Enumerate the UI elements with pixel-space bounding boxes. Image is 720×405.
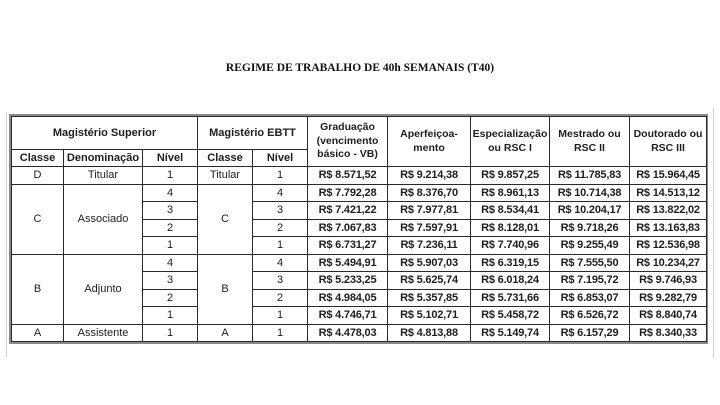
cell-graduacao: R$ 4.746,71	[308, 307, 388, 325]
cell-classe: D	[12, 167, 64, 185]
cell-classe-ebtt: Titular	[198, 167, 253, 185]
cell-nivel-ebtt: 1	[253, 324, 308, 342]
cell-aperfeicoamento: R$ 9.214,38	[388, 167, 471, 185]
cell-nivel: 3	[143, 272, 198, 290]
cell-especializacao: R$ 8.128,01	[471, 219, 550, 237]
header-aperfeicoamento: Aperfeiçoa-mento	[388, 117, 471, 167]
cell-doutorado: R$ 10.234,27	[630, 254, 707, 272]
cell-especializacao: R$ 5.149,74	[471, 324, 550, 342]
cell-mestrado: R$ 11.785,83	[550, 167, 630, 185]
cell-mestrado: R$ 9.718,26	[550, 219, 630, 237]
cell-doutorado: R$ 14.513,12	[630, 184, 707, 202]
cell-nivel-ebtt: 2	[253, 289, 308, 307]
cell-nivel: 1	[143, 167, 198, 185]
cell-denominacao: Associado	[64, 184, 143, 254]
header-magisterio-ebtt: Magistério EBTT	[198, 117, 308, 150]
cell-mestrado: R$ 6.526,72	[550, 307, 630, 325]
cell-nivel-ebtt: 1	[253, 167, 308, 185]
cell-graduacao: R$ 5.233,25	[308, 272, 388, 290]
cell-aperfeicoamento: R$ 7.597,91	[388, 219, 471, 237]
cell-doutorado: R$ 8.840,74	[630, 307, 707, 325]
cell-graduacao: R$ 7.067,83	[308, 219, 388, 237]
cell-graduacao: R$ 4.984,05	[308, 289, 388, 307]
document-title: REGIME DE TRABALHO DE 40h SEMANAIS (T40)	[225, 62, 495, 74]
cell-doutorado: R$ 15.964,45	[630, 167, 707, 185]
cell-especializacao: R$ 9.857,25	[471, 167, 550, 185]
cell-nivel: 4	[143, 184, 198, 202]
table-row	[12, 167, 707, 185]
salary-table	[11, 116, 707, 342]
frame-border-left	[6, 112, 7, 357]
cell-mestrado: R$ 7.195,72	[550, 272, 630, 290]
cell-mestrado: R$ 7.555,50	[550, 254, 630, 272]
table-row	[12, 184, 707, 202]
header-doutorado: Doutorado ou RSC III	[630, 117, 707, 167]
cell-denominacao: Assistente	[64, 324, 143, 342]
cell-doutorado: R$ 9.282,79	[630, 289, 707, 307]
cell-nivel-ebtt: 1	[253, 237, 308, 255]
header-row-groups	[12, 117, 707, 150]
header-mestrado: Mestrado ou RSC II	[550, 117, 630, 167]
header-magisterio-superior: Magistério Superior	[12, 117, 198, 150]
header-especializacao: Especialização ou RSC I	[471, 117, 550, 167]
header-classe-ebtt: Classe	[198, 150, 253, 167]
cell-nivel-ebtt: 3	[253, 272, 308, 290]
frame-border-right	[713, 108, 714, 358]
cell-graduacao: R$ 8.571,52	[308, 167, 388, 185]
cell-nivel-ebtt: 3	[253, 202, 308, 220]
cell-aperfeicoamento: R$ 5.357,85	[388, 289, 471, 307]
cell-nivel-ebtt: 1	[253, 307, 308, 325]
header-graduacao: Graduação (vencimento básico - VB)	[308, 117, 388, 167]
cell-mestrado: R$ 6.853,07	[550, 289, 630, 307]
header-nivel: Nível	[143, 150, 198, 167]
salary-table-container	[9, 114, 708, 344]
header-classe: Classe	[12, 150, 64, 167]
cell-graduacao: R$ 6.731,27	[308, 237, 388, 255]
cell-doutorado: R$ 9.746,93	[630, 272, 707, 290]
cell-nivel-ebtt: 4	[253, 184, 308, 202]
cell-especializacao: R$ 6.018,24	[471, 272, 550, 290]
cell-nivel: 2	[143, 219, 198, 237]
cell-graduacao: R$ 5.494,91	[308, 254, 388, 272]
cell-mestrado: R$ 9.255,49	[550, 237, 630, 255]
cell-classe: B	[12, 254, 64, 324]
cell-classe: A	[12, 324, 64, 342]
cell-especializacao: R$ 5.731,66	[471, 289, 550, 307]
cell-classe-ebtt: C	[198, 184, 253, 254]
cell-doutorado: R$ 13.163,83	[630, 219, 707, 237]
cell-aperfeicoamento: R$ 4.813,88	[388, 324, 471, 342]
cell-doutorado: R$ 12.536,98	[630, 237, 707, 255]
cell-nivel-ebtt: 4	[253, 254, 308, 272]
cell-aperfeicoamento: R$ 5.907,03	[388, 254, 471, 272]
table-row	[12, 324, 707, 342]
cell-especializacao: R$ 8.534,41	[471, 202, 550, 220]
cell-classe: C	[12, 184, 64, 254]
cell-aperfeicoamento: R$ 5.625,74	[388, 272, 471, 290]
cell-aperfeicoamento: R$ 7.236,11	[388, 237, 471, 255]
cell-especializacao: R$ 8.961,13	[471, 184, 550, 202]
cell-mestrado: R$ 10.714,38	[550, 184, 630, 202]
cell-especializacao: R$ 5.458,72	[471, 307, 550, 325]
cell-aperfeicoamento: R$ 8.376,70	[388, 184, 471, 202]
cell-nivel: 1	[143, 307, 198, 325]
cell-especializacao: R$ 6.319,15	[471, 254, 550, 272]
cell-aperfeicoamento: R$ 7.977,81	[388, 202, 471, 220]
cell-denominacao: Adjunto	[64, 254, 143, 324]
cell-especializacao: R$ 7.740,96	[471, 237, 550, 255]
cell-classe-ebtt: A	[198, 324, 253, 342]
header-denominacao: Denominação	[64, 150, 143, 167]
cell-graduacao: R$ 7.421,22	[308, 202, 388, 220]
cell-nivel: 1	[143, 237, 198, 255]
header-nivel-ebtt: Nível	[253, 150, 308, 167]
cell-nivel: 3	[143, 202, 198, 220]
cell-nivel: 1	[143, 324, 198, 342]
cell-classe-ebtt: B	[198, 254, 253, 324]
cell-doutorado: R$ 13.822,02	[630, 202, 707, 220]
cell-denominacao: Titular	[64, 167, 143, 185]
cell-doutorado: R$ 8.340,33	[630, 324, 707, 342]
cell-nivel: 4	[143, 254, 198, 272]
cell-mestrado: R$ 6.157,29	[550, 324, 630, 342]
table-row	[12, 254, 707, 272]
cell-nivel: 2	[143, 289, 198, 307]
cell-mestrado: R$ 10.204,17	[550, 202, 630, 220]
cell-aperfeicoamento: R$ 5.102,71	[388, 307, 471, 325]
cell-nivel-ebtt: 2	[253, 219, 308, 237]
cell-graduacao: R$ 4.478,03	[308, 324, 388, 342]
cell-graduacao: R$ 7.792,28	[308, 184, 388, 202]
